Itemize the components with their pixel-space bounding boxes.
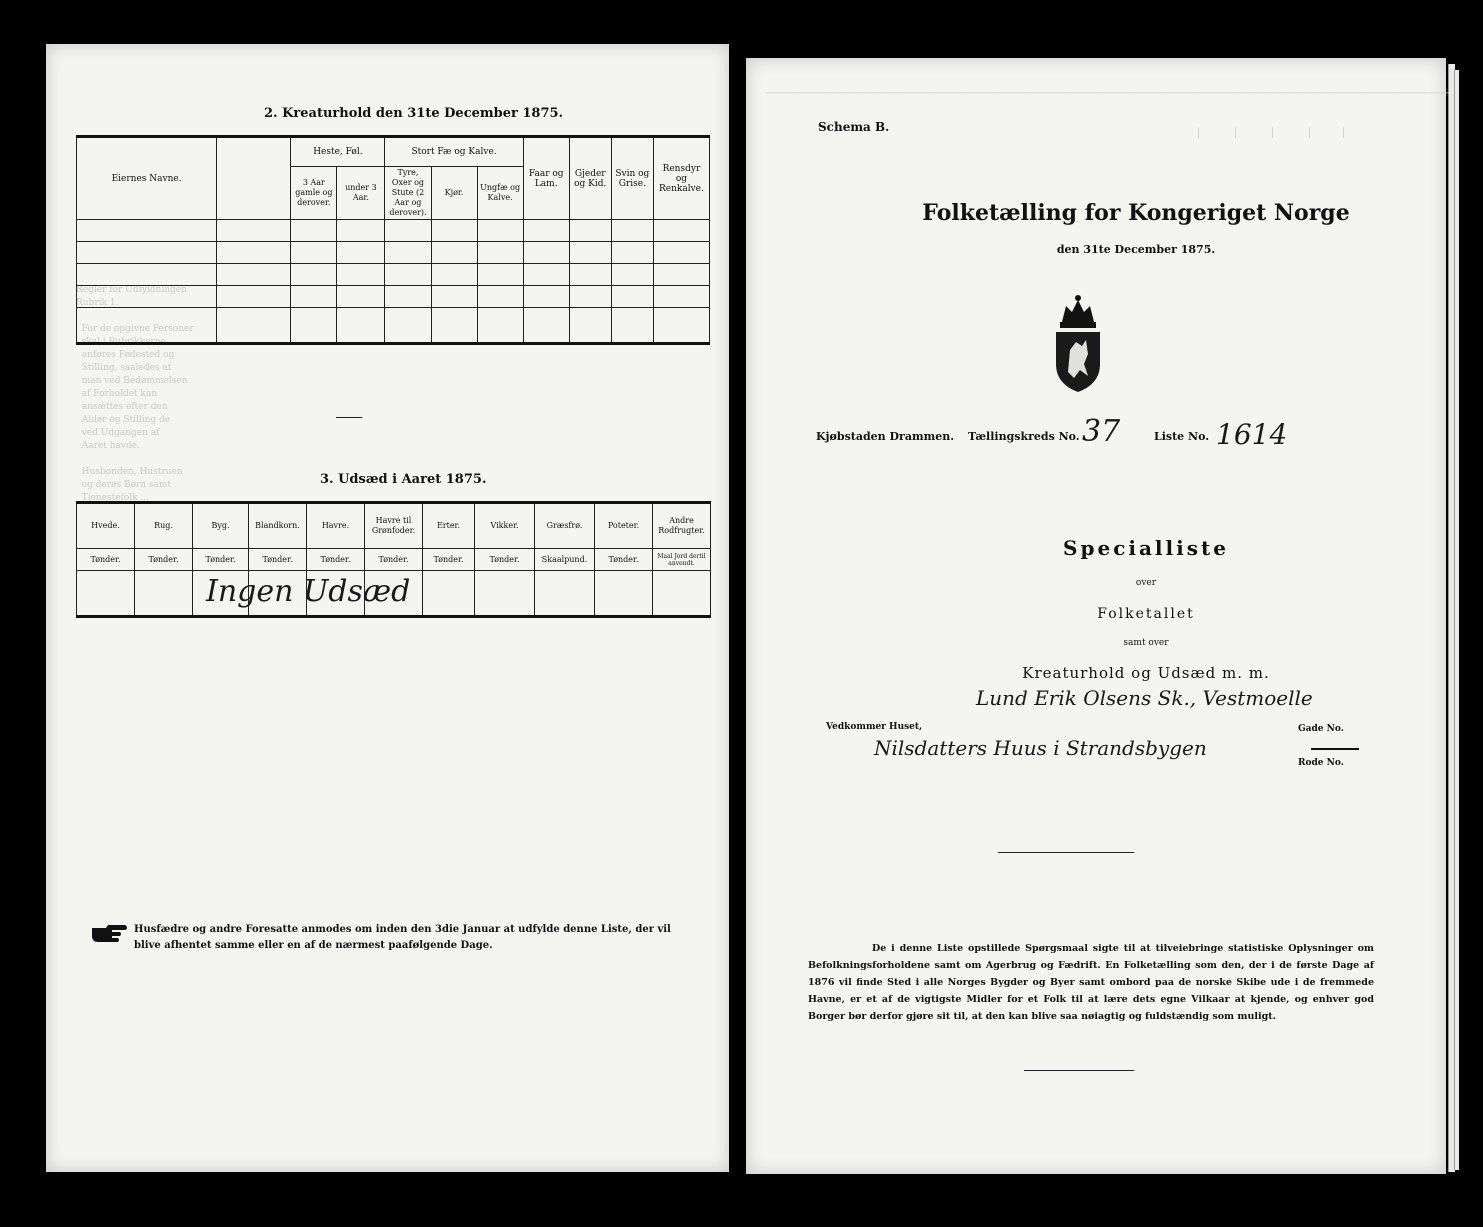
unit-cell: Tønder. — [249, 549, 307, 571]
separator-rule — [1024, 1070, 1134, 1071]
unit-cell: Tønder. — [193, 549, 249, 571]
main-date: den 31te December 1875. — [1056, 243, 1216, 256]
list-label: Liste No. — [1154, 430, 1210, 443]
separator-rule — [336, 417, 362, 418]
unit-cell: Tønder. — [475, 549, 535, 571]
list-number: 1614 — [1216, 418, 1288, 451]
green-fodder-oats-header: Havre til Grønfoder. — [365, 503, 423, 549]
cattle-group-header: Stort Fæ og Kalve. — [385, 137, 523, 167]
city-label: Kjøbstaden Drammen. — [816, 430, 955, 443]
over-text: over — [1135, 578, 1157, 588]
barley-header: Byg. — [193, 503, 249, 549]
rubric-notes-header — [217, 137, 291, 220]
vetch-header: Vikker. — [475, 503, 535, 549]
wheat-header: Hvede. — [77, 503, 135, 549]
unit-cell: Maal Jord dertil anvendt. — [653, 549, 711, 571]
left-page — [46, 44, 729, 1172]
pointing-hand-icon — [90, 922, 128, 944]
notice-text: Husfædre og andre Foresatte anmodes om inden den 3die Januar at udfylde denne Liste, der vil blive afhentet samme eller en af de nærmest paafølgende Dage. — [134, 924, 671, 951]
goats-header: Gjeder og Kid. — [569, 137, 611, 220]
horse-group-header: Heste, Føl. — [291, 137, 385, 167]
dash-rule — [1311, 748, 1359, 750]
other-roots-header: Andre Rodfrugter. — [653, 503, 711, 549]
kreaturhold-text: Kreaturhold og Udsæd m. m. — [1022, 664, 1270, 682]
peas-header: Erter. — [423, 503, 475, 549]
unit-cell: Tønder. — [135, 549, 193, 571]
district-number: 37 — [1082, 414, 1121, 449]
bleed-through-text: │ │ │ │ │ — [1196, 129, 1347, 139]
unit-cell: Tønder. — [595, 549, 653, 571]
separator-rule — [998, 852, 1134, 853]
potatoes-header: Poteter. — [595, 503, 653, 549]
specialliste-title: Specialliste — [1063, 536, 1229, 560]
unit-cell: Tønder. — [365, 549, 423, 571]
oats-header: Havre. — [307, 503, 365, 549]
horse-under3-header: under 3 Aar. — [337, 167, 385, 220]
young-cattle-header: Ungfæ og Kalve. — [477, 167, 523, 220]
unit-cell: Skaalpund. — [535, 549, 595, 571]
district-ward-label: Rode No. — [1298, 758, 1344, 768]
schema-label: Schema B. — [818, 120, 890, 134]
handwritten-address-line2: Nilsdatters Huus i Strandsbygen — [874, 736, 1207, 760]
bleed-through-text: Regler for Udfyldningen Rubrik 1. For de opgivne Personer skal i Rubrikkerne anføres Fødested og Stilling, saaledes at man ved Bedømmelsen af Forholdet kan ansættes efter den Alder og Stilling de ved Udgangen af Aaret havde. Husbonden, Hustruen og deres Børn samt Tjenestefolk ... — [76, 285, 194, 503]
bulls-oxen-header: Tyre, Oxer og Stute (2 Aar og derover). — [385, 167, 431, 220]
reindeer-header: Rensdyr og Renkalve. — [653, 137, 709, 220]
right-page — [746, 58, 1449, 1174]
samt-over-text: samt over — [1123, 638, 1169, 648]
handwritten-address-line1: Lund Erik Olsens Sk., Vestmoelle — [976, 686, 1313, 710]
rye-header: Rug. — [135, 503, 193, 549]
owner-name-header: Eiernes Navne. — [77, 137, 217, 220]
coat-of-arms-icon — [1048, 294, 1108, 394]
folketallet-text: Folketallet — [1097, 606, 1195, 622]
street-number-label: Gade No. — [1298, 724, 1344, 734]
grass-seed-header: Græsfrø. — [535, 503, 595, 549]
section2-title: 2. Kreaturhold den 31te December 1875. — [264, 106, 564, 121]
main-title: Folketælling for Kongeriget Norge — [922, 200, 1350, 226]
house-label: Vedkommer Huset, — [826, 722, 923, 732]
explanation-paragraph: De i denne Liste opstillede Spørgsmaal sigte til at tilveiebringe statistiske Oplysninger om Befolkningsforholdene samt om Agerbrug og Fædrift. En Folketælling som den, der i de første Dage af 1876 vil finde Sted i alle Norges Bygder og Byer samt ombord paa de norske Skibe ude i de fremmede Havne, er et af de vigtigste Midler for et Folk til at lære dets egne Vilkaar at kjende, og enhver god Borger bør derfor gjøre sit til, at den kan blive saa nøiagtig og fuldstændig som muligt. — [808, 943, 1374, 1022]
animals-table — [76, 135, 710, 345]
section3-title: 3. Udsæd i Aaret 1875. — [320, 472, 487, 487]
handwritten-no-seed: Ingen Udsæd — [206, 574, 411, 609]
mixed-grain-header: Blandkorn. — [249, 503, 307, 549]
unit-cell: Tønder. — [77, 549, 135, 571]
page-stack-edge — [1454, 70, 1459, 1170]
sheep-header: Faar og Lam. — [523, 137, 569, 220]
cows-header: Kjør. — [431, 167, 477, 220]
unit-cell: Tønder. — [307, 549, 365, 571]
horse-3yr-header: 3 Aar gamle og derover. — [291, 167, 337, 220]
pigs-header: Svin og Grise. — [611, 137, 653, 220]
bleed-through-text: ────────────────────────────────────────────────────────────────────────────────────────────────────────────────────────────── — [766, 89, 1449, 99]
unit-cell: Tønder. — [423, 549, 475, 571]
district-label: Tællingskreds No. — [968, 430, 1080, 443]
